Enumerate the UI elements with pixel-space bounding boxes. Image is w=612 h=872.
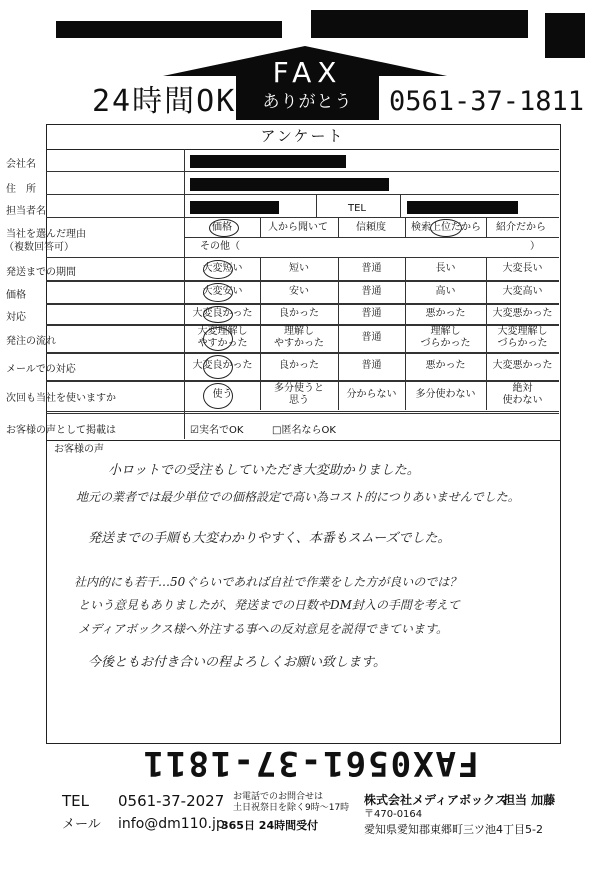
footer-mail-label: メール (62, 817, 101, 832)
tel-label: TEL (348, 203, 366, 214)
footer-phone-note: お電話でのお問合せは (233, 792, 324, 802)
reason-option[interactable]: 検索上位だから (411, 222, 481, 233)
answer-option[interactable]: 普通 (361, 360, 382, 371)
voice-line: 今後ともお付き合いの程よろしくお願い致します。 (88, 655, 386, 670)
footer-contact: 担当 加藤 (503, 793, 556, 807)
option-divider (260, 218, 261, 237)
answer-option[interactable]: 長い (435, 262, 456, 274)
voice-line: 地元の業者では最少単位での価格設定で高い為コスト的につりあいませんでした。 (76, 490, 520, 504)
footer-mail-note: 365日 24時間受付 (221, 819, 319, 832)
answer-option[interactable]: 大変理解し やすかった (197, 326, 248, 349)
tel-divider (400, 195, 401, 217)
reason-option[interactable]: 価格 (212, 222, 232, 233)
reason-divider (185, 237, 559, 238)
redaction-bar (190, 201, 279, 214)
option-divider (405, 218, 406, 237)
answer-option[interactable]: 多分使わない (415, 389, 476, 400)
reason-other-close: ） (530, 241, 540, 252)
answer-circle (203, 383, 233, 409)
reason-option[interactable]: 人から聞いて (268, 222, 328, 233)
redaction-bar (190, 178, 389, 191)
footer-tel-number[interactable]: 0561-37-2027 (118, 792, 225, 810)
question-label: 次回も当社を使いますか (6, 393, 116, 404)
reason-label: 当社を選んだ理由 (6, 229, 86, 240)
fax-thanks: ありがとう (262, 92, 353, 112)
fax-number: 0561-37-1811 (389, 86, 585, 117)
answer-circle (203, 260, 233, 279)
form-title: アンケート (46, 124, 559, 150)
answer-option[interactable]: 多分使うと 思う (274, 383, 324, 406)
footer-mail-address[interactable]: info@dm110.jp (118, 816, 225, 832)
question-label: メールでの対応 (6, 364, 76, 375)
redaction-bar (407, 201, 518, 214)
question-label: 発送までの期間 (6, 266, 76, 278)
hours-label: 24時間OK (92, 84, 237, 119)
answer-option[interactable]: 理解し づらかった (420, 326, 471, 349)
publish-divider (46, 413, 559, 414)
voice-line: という意見もありましたが、発送までの日数やDM封入の手間を考えて (78, 598, 460, 612)
question-label: 価格 (6, 289, 26, 301)
footer-company: 株式会社メディアボックス (364, 793, 507, 807)
reason-option[interactable]: 紹介だから (496, 222, 546, 233)
answer-option[interactable]: 安い (289, 285, 309, 297)
answer-option[interactable]: 普通 (361, 332, 382, 343)
tel-divider (316, 195, 317, 217)
footer-phone-hours: 土日祝祭日を除く9時〜17時 (233, 803, 350, 813)
answer-option[interactable]: 悪かった (425, 307, 466, 319)
redaction-bar (190, 155, 346, 168)
footer-address: 愛知県愛知郡東郷町三ツ池4丁目5-2 (364, 823, 543, 836)
option-divider (338, 218, 339, 237)
answer-option[interactable]: 理解し やすかった (274, 326, 324, 349)
address-label: 住 所 (6, 184, 36, 195)
publish-option-real-name[interactable]: ☑実名でOK (190, 425, 244, 436)
answer-option[interactable]: 分からない (346, 389, 397, 400)
answer-circle (203, 355, 233, 379)
voice-label: お客様の声 (54, 444, 104, 455)
question-label: 対応 (6, 311, 26, 323)
customer-voice-box (46, 437, 561, 744)
publish-option-anonymous[interactable]: □匿名ならOK (272, 425, 336, 436)
footer-postal: 〒470-0164 (364, 809, 423, 820)
answer-option[interactable]: 大変長い (502, 262, 543, 274)
fax-title: FAX (272, 56, 343, 89)
answer-circle (203, 283, 233, 302)
redaction-bar (545, 13, 585, 58)
answer-circle (430, 219, 462, 237)
answer-option[interactable]: 大変高い (502, 285, 543, 297)
redaction-bar (311, 10, 528, 38)
answer-option[interactable]: 大変悪かった (492, 360, 553, 371)
answer-option[interactable]: 大変理解し づらかった (497, 326, 548, 349)
question-label: 発注の流れ (6, 336, 56, 347)
answer-option[interactable]: 大変安い (202, 285, 243, 297)
answer-circle (203, 327, 233, 351)
voice-line: メディアボックス様へ外注する事への反対意見を説得できています。 (78, 622, 448, 636)
option-divider (486, 218, 487, 237)
answer-option[interactable]: 普通 (361, 262, 382, 274)
answer-option[interactable]: 良かった (279, 307, 319, 319)
answer-option[interactable]: 大変悪かった (492, 307, 553, 319)
answer-option[interactable]: 大変良かった (192, 307, 253, 319)
answer-option[interactable]: 短い (289, 262, 309, 274)
answer-option[interactable]: 大変良かった (192, 360, 253, 371)
answer-circle (203, 306, 233, 323)
answer-option[interactable]: 絶対 使わない (502, 383, 543, 406)
reason-sublabel: （複数回答可） (4, 242, 74, 253)
voice-line: 社内的にも若干…50ぐらいであれば自社で作業をした方が良いのでは？ (74, 575, 462, 589)
publish-label: お客様の声として掲載は (6, 425, 116, 436)
voice-line: 発送までの手順も大変わかりやすく、本番もスムーズでした。 (88, 531, 451, 546)
answer-option[interactable]: 使う (212, 389, 233, 400)
answer-option[interactable]: 大変短い (202, 262, 243, 274)
answer-circle (209, 219, 239, 237)
answer-option[interactable]: 良かった (279, 360, 319, 371)
upside-down-fax-number: FAX0561-37-1811 (141, 743, 479, 783)
voice-line: 小ロットでの受注もしていただき大変助かりました。 (108, 463, 420, 478)
company-label: 会社名 (6, 159, 36, 170)
redaction-bar (56, 21, 282, 38)
reason-other[interactable]: その他（ (200, 241, 240, 252)
answer-option[interactable]: 普通 (361, 307, 382, 319)
answer-option[interactable]: 高い (435, 285, 456, 297)
person-label: 担当者名 (6, 206, 46, 217)
footer-tel-label: TEL (62, 792, 89, 810)
answer-option[interactable]: 普通 (361, 285, 382, 297)
answer-option[interactable]: 悪かった (425, 360, 466, 371)
reason-option[interactable]: 信頼度 (356, 222, 386, 233)
